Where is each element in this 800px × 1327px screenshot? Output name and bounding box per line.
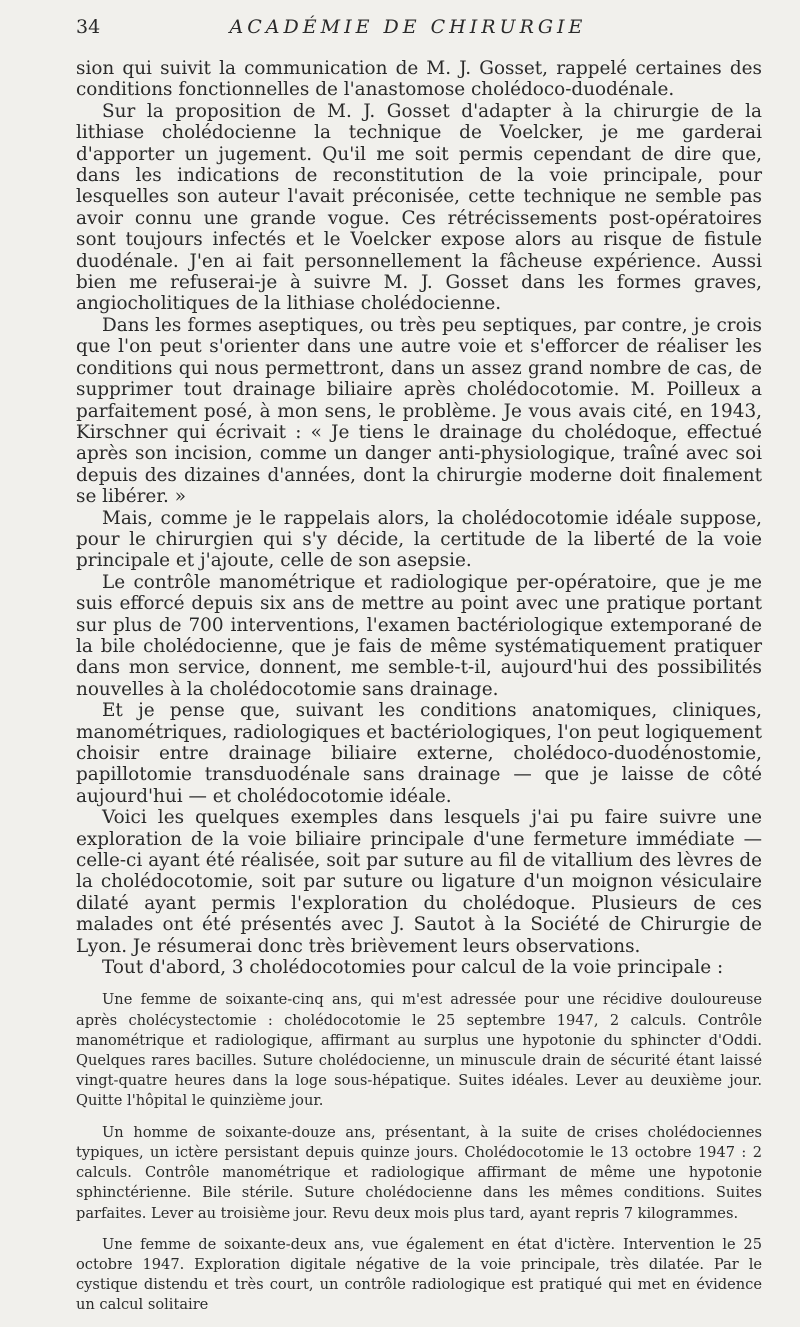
case-report: Un homme de soixante-douze ans, présentant, à la suite de crises cholédociennes typiques, un ictère persistant depuis quinze jours. Cholédocotomie le 13 octobre 1947 : 2 calculs. Contrôle manométrique et radiologique affirmant de même une hypotonie sphinctérienne. Bile stérile. Suture cholédocienne dans les mêmes conditions. Suites parfaites. Lever au troisième jour. Revu deux mois plus tard, ayant repris 7 kilogrammes.: [76, 1123, 762, 1222]
case-reports: [76, 990, 762, 1315]
page-number: 34: [76, 16, 101, 38]
page-header: [76, 16, 740, 46]
paragraph: Dans les formes aseptiques, ou très peu septiques, par contre, je crois que l'on peut s'orienter dans une autre voie et s'efforcer de réaliser les conditions qui nous permettront, dans un assez grand nombre de cas, de supprimer tout drainage biliaire après cholédocotomie. M. Poilleux a parfaitement posé, à mon sens, le problème. Je vous avais cité, en 1943, Kirschner qui écrivait : « Je tiens le drainage du cholédoque, effectué après son incision, comme un danger anti-physiologique, traîné avec soi depuis des dizaines d'années, dont la chirurgie moderne doit finalement se libérer. »: [76, 314, 762, 508]
main-text: [76, 58, 762, 978]
paragraph: Voici les quelques exemples dans lesquels j'ai pu faire suivre une exploration de la voie biliaire principale d'une fermeture immédiate — celle-ci ayant été réalisée, soit par suture au fil de vitallium des lèvres de la cholédocotomie, soit par suture ou ligature d'un moignon vésiculaire dilaté ayant permis l'exploration du cholédoque. Plusieurs de ces malades ont été présentés avec J. Sautot à la Société de Chirurgie de Lyon. Je résumerai donc très brièvement leurs observations.: [76, 807, 762, 957]
body-text: [76, 58, 762, 1327]
running-title: ACADÉMIE DE CHIRURGIE: [229, 16, 587, 38]
paragraph: Le contrôle manométrique et radiologique per-opératoire, que je me suis efforcé depuis six ans de mettre au point avec une pratique portant sur plus de 700 interventions, l'examen bactériologique extemporané de la bile cholédocienne, que je fais de même systématiquement pratiquer dans mon service, donnent, me semble-t-il, aujourd'hui des possibilités nouvelles à la cholédocotomie sans drainage.: [76, 571, 762, 700]
paragraph: Mais, comme je le rappelais alors, la cholédocotomie idéale suppose, pour le chirurgien qui s'y décide, la certitude de la liberté de la voie principale et j'ajoute, celle de son asepsie.: [76, 507, 762, 572]
paragraph: Tout d'abord, 3 cholédocotomies pour calcul de la voie principale :: [102, 957, 724, 979]
paragraph: Et je pense que, suivant les conditions anatomiques, cliniques, manométriques, radiologiques et bactériologiques, l'on peut logiquement choisir entre drainage biliaire externe, cholédoco-duodénostomie, papillotomie transduodénale sans drainage — que je laisse de côté aujourd'hui — et cholédocotomie idéale.: [76, 700, 762, 807]
case-report: Une femme de soixante-deux ans, vue également en état d'ictère. Intervention le 25 octobre 1947. Exploration digitale négative de la voie principale, très dilatée. Par le cystique distendu et très court, un contrôle radiologique est pratiqué qui met en évidence un calcul solitaire: [76, 1235, 762, 1314]
paragraph: Sur la proposition de M. J. Gosset d'adapter à la chirurgie de la lithiase cholédocienne la technique de Voelcker, je me garderai d'apporter un jugement. Qu'il me soit permis cependant de dire que, dans les indications de reconstitution de la voie principale, pour lesquelles son auteur l'avait préconisée, cette technique ne semble pas avoir connu une grande vogue. Ces rétrécissements post-opératoires sont toujours infectés et le Voelcker expose alors au risque de fistule duodénale. J'en ai fait personnellement la fâcheuse expérience. Aussi bien me refuserai-je à suivre M. J. Gosset dans les formes graves, angiocholitiques de la lithiase cholédocienne.: [76, 100, 762, 315]
paragraph: sion qui suivit la communication de M. J. Gosset, rappelé certaines des conditions fonctionnelles de l'anastomose cholédoco-duodénale.: [76, 58, 762, 101]
case-report: Une femme de soixante-cinq ans, qui m'est adressée pour une récidive douloureuse après cholécystectomie : cholédocotomie le 25 septembre 1947, 2 calculs. Contrôle manométrique et radiologique, affirmant au surplus une hypotonie du sphincter d'Oddi. Quelques rares bacilles. Suture cholédocienne, un minuscule drain de sécurité étant laissé vingt-quatre heures dans la loge sous-hépatique. Suites idéales. Lever au deuxième jour. Quitte l'hôpital le quinzième jour.: [76, 991, 762, 1110]
